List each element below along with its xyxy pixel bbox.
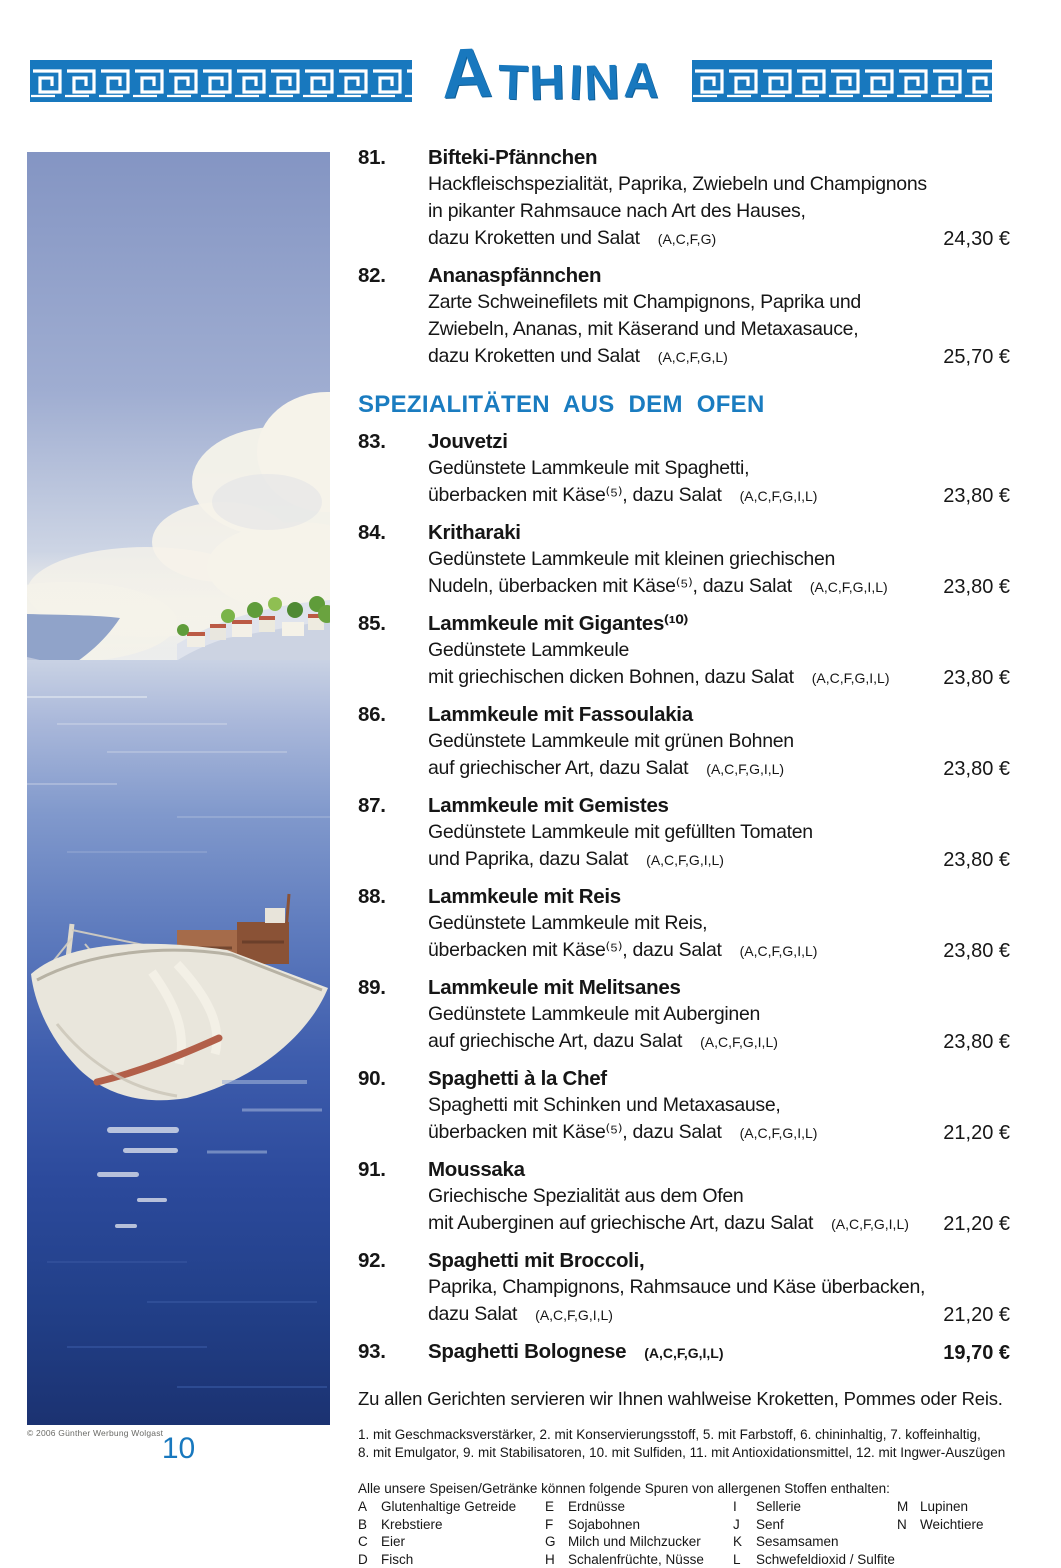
menu-item	[358, 1338, 1010, 1367]
item-body	[428, 610, 1010, 692]
allergen-label: Erdnüsse	[568, 1499, 625, 1514]
item-description-line: Zwiebeln, Ananas, mit Käserand und Metaxasauce,	[428, 316, 1010, 343]
restaurant-logo	[418, 30, 684, 108]
allergen-column	[358, 1498, 545, 1568]
menu-item	[358, 144, 1010, 253]
item-price: 23,80 €	[943, 847, 1010, 874]
allergen-entry	[358, 1551, 545, 1568]
greek-key-border-left	[30, 60, 412, 102]
item-price: 19,70 €	[943, 1340, 1010, 1367]
allergen-code: I	[733, 1498, 756, 1516]
allergen-codes: (A,C,F,G,L)	[658, 349, 728, 365]
item-description-line: Hackfleischspezialität, Paprika, Zwiebeln und Champignons	[428, 171, 1010, 198]
item-description-line: Gedünstete Lammkeule mit kleinen griechischen	[428, 546, 1010, 573]
allergen-codes: (A,C,F,G,I,L)	[740, 488, 818, 504]
allergen-entry	[545, 1533, 733, 1551]
item-description-line: überbacken mit Käse⁽⁵⁾, dazu Salat (A,C,F,G,I,L) 21,20 €	[428, 1119, 1010, 1147]
allergen-codes: (A,C,F,G,I,L)	[740, 1125, 818, 1141]
allergen-code: E	[545, 1498, 568, 1516]
allergen-code: G	[545, 1533, 568, 1551]
copyright-note: © 2006 Günther Werbung Wolgast	[27, 1428, 163, 1438]
seascape-painting	[27, 152, 330, 1425]
item-description-line: Gedünstete Lammkeule mit Spaghetti,	[428, 455, 1010, 482]
menu-column	[358, 144, 1010, 1568]
allergen-code: C	[358, 1533, 381, 1551]
item-title: Spaghetti Bolognese (A,C,F,G,I,L) 19,70 €	[428, 1338, 1010, 1367]
item-body	[428, 974, 1010, 1056]
allergen-label: Sesamsamen	[756, 1534, 839, 1549]
item-body	[428, 428, 1010, 510]
item-price: 25,70 €	[943, 344, 1010, 371]
item-title: Lammkeule mit Gemistes	[428, 792, 1010, 819]
item-number: 90.	[358, 1065, 428, 1147]
allergen-codes: (A,C,F,G,I,L)	[700, 1034, 778, 1050]
allergen-codes: (A,C,F,G)	[658, 231, 716, 247]
item-price: 23,80 €	[943, 483, 1010, 510]
allergen-codes: (A,C,F,G,I,L)	[740, 943, 818, 959]
item-body	[428, 519, 1010, 601]
item-title: Jouvetzi	[428, 428, 1010, 455]
allergen-entry	[897, 1498, 1010, 1516]
item-title: Ananaspfännchen	[428, 262, 1010, 289]
item-description-line: Gedünstete Lammkeule mit gefüllten Tomaten	[428, 819, 1010, 846]
item-price: 23,80 €	[943, 1029, 1010, 1056]
item-title: Spaghetti mit Broccoli,	[428, 1247, 1010, 1274]
page-number: 10	[27, 1432, 330, 1466]
allergen-label: Krebstiere	[381, 1517, 443, 1532]
item-number: 85.	[358, 610, 428, 692]
logo-letter: I	[568, 59, 584, 109]
allergen-intro: Alle unsere Speisen/Getränke können folgende Spuren von allergenen Stoffen enthalten:	[358, 1481, 1010, 1496]
allergen-code: A	[358, 1498, 381, 1516]
item-number: 88.	[358, 883, 428, 965]
item-number: 87.	[358, 792, 428, 874]
item-title: Lammkeule mit Melitsanes	[428, 974, 1010, 1001]
allergen-legend	[358, 1498, 1010, 1568]
allergen-code: N	[897, 1516, 920, 1534]
allergen-code: H	[545, 1551, 568, 1568]
allergen-column	[733, 1498, 897, 1568]
item-price: 23,80 €	[943, 756, 1010, 783]
item-description-line: auf griechische Art, dazu Salat (A,C,F,G,I,L) 23,80 €	[428, 1028, 1010, 1056]
allergen-column	[897, 1498, 1010, 1568]
item-price: 21,20 €	[943, 1211, 1010, 1238]
allergen-label: Sojabohnen	[568, 1517, 640, 1532]
allergen-entry	[733, 1498, 897, 1516]
item-description-line: Nudeln, überbacken mit Käse⁽⁵⁾, dazu Salat (A,C,F,G,I,L) 23,80 €	[428, 573, 1010, 601]
allergen-label: Eier	[381, 1534, 405, 1549]
item-number: 81.	[358, 144, 428, 253]
item-body	[428, 144, 1010, 253]
allergen-label: Senf	[756, 1517, 784, 1532]
allergen-code: F	[545, 1516, 568, 1534]
menu-item	[358, 792, 1010, 874]
menu-item	[358, 610, 1010, 692]
item-number: 84.	[358, 519, 428, 601]
item-description-line: mit griechischen dicken Bohnen, dazu Salat (A,C,F,G,I,L) 23,80 €	[428, 664, 1010, 692]
allergen-codes: (A,C,F,G,I,L)	[706, 761, 784, 777]
item-description-line: dazu Kroketten und Salat (A,C,F,G) 24,30 €	[428, 225, 1010, 253]
menu-item	[358, 883, 1010, 965]
allergen-label: Glutenhaltige Getreide	[381, 1499, 516, 1514]
allergen-entry	[358, 1498, 545, 1516]
item-body	[428, 262, 1010, 371]
item-body	[428, 1065, 1010, 1147]
item-description-line: Griechische Spezialität aus dem Ofen	[428, 1183, 1010, 1210]
logo-letter: H	[529, 59, 566, 109]
item-body	[428, 1156, 1010, 1238]
allergen-column	[545, 1498, 733, 1568]
item-description-line: überbacken mit Käse⁽⁵⁾, dazu Salat (A,C,F,G,I,L) 23,80 €	[428, 937, 1010, 965]
allergen-codes: (A,C,F,G,I,L)	[831, 1216, 909, 1232]
item-description-line: in pikanter Rahmsauce nach Art des Hauses,	[428, 198, 1010, 225]
logo-letter: A	[441, 37, 494, 109]
item-body	[428, 701, 1010, 783]
item-number: 93.	[358, 1338, 428, 1367]
allergen-entry	[358, 1516, 545, 1534]
allergen-entry	[545, 1498, 733, 1516]
footnote-line: 8. mit Emulgator, 9. mit Stabilisatoren, 10. mit Sulfiden, 11. mit Antioxidationsmittel, 12. mit Ingwer-Auszügen	[358, 1444, 1010, 1462]
allergen-codes: (A,C,F,G,I,L)	[535, 1307, 613, 1323]
menu-item	[358, 974, 1010, 1056]
allergen-entry	[545, 1516, 733, 1534]
logo-letter: T	[497, 59, 529, 109]
item-body	[428, 883, 1010, 965]
menu-item	[358, 1065, 1010, 1147]
item-description-line: Gedünstete Lammkeule mit Auberginen	[428, 1001, 1010, 1028]
item-description-line: auf griechischer Art, dazu Salat (A,C,F,G,I,L) 23,80 €	[428, 755, 1010, 783]
item-title: Lammkeule mit Fassoulakia	[428, 701, 1010, 728]
item-title: Lammkeule mit Gigantes⁽¹⁰⁾	[428, 610, 1010, 637]
item-number: 91.	[358, 1156, 428, 1238]
item-title: Spaghetti à la Chef	[428, 1065, 1010, 1092]
item-description-line: Spaghetti mit Schinken und Metaxasause,	[428, 1092, 1010, 1119]
item-title: Kritharaki	[428, 519, 1010, 546]
item-price: 24,30 €	[943, 226, 1010, 253]
item-price: 23,80 €	[943, 665, 1010, 692]
menu-item	[358, 1156, 1010, 1238]
footnote-line: 1. mit Geschmacksverstärker, 2. mit Konservierungsstoff, 5. mit Farbstoff, 6. chininhaltig, 7. koffeinhaltig,	[358, 1426, 1010, 1444]
item-number: 89.	[358, 974, 428, 1056]
allergen-label: Schwefeldioxid / Sulfite	[756, 1552, 895, 1567]
allergen-label: Lupinen	[920, 1499, 968, 1514]
item-body	[428, 1247, 1010, 1329]
allergen-label: Fisch	[381, 1552, 413, 1567]
item-title: Bifteki-Pfännchen	[428, 144, 1010, 171]
section-heading: SPEZIALITÄTEN AUS DEM OFEN	[358, 392, 1010, 418]
allergen-entry	[733, 1533, 897, 1551]
logo-letter: A	[623, 57, 660, 107]
allergen-code: M	[897, 1498, 920, 1516]
allergen-codes: (A,C,F,G,I,L)	[812, 670, 890, 686]
allergen-codes: (A,C,F,G,I,L)	[644, 1345, 723, 1361]
allergen-entry	[358, 1533, 545, 1551]
menu-item	[358, 428, 1010, 510]
item-price: 21,20 €	[943, 1302, 1010, 1329]
allergen-codes: (A,C,F,G,I,L)	[810, 579, 888, 595]
menu-items	[358, 144, 1010, 1367]
item-number: 86.	[358, 701, 428, 783]
item-description-line: Gedünstete Lammkeule mit Reis,	[428, 910, 1010, 937]
allergen-entry	[545, 1551, 733, 1568]
item-number: 82.	[358, 262, 428, 371]
item-description-line: Zarte Schweinefilets mit Champignons, Paprika und	[428, 289, 1010, 316]
item-description-line: Paprika, Champignons, Rahmsauce und Käse überbacken,	[428, 1274, 1010, 1301]
menu-item	[358, 519, 1010, 601]
allergen-code: J	[733, 1516, 756, 1534]
menu-item	[358, 1247, 1010, 1329]
allergen-code: B	[358, 1516, 381, 1534]
menu-item	[358, 262, 1010, 371]
item-description-line: mit Auberginen auf griechische Art, dazu Salat (A,C,F,G,I,L) 21,20 €	[428, 1210, 1010, 1238]
logo-letter: N	[583, 58, 620, 108]
allergen-entry	[733, 1551, 897, 1568]
allergen-entry	[897, 1516, 1010, 1534]
allergen-code: D	[358, 1551, 381, 1568]
allergen-label: Schalenfrüchte, Nüsse	[568, 1552, 704, 1567]
greek-key-border-right	[692, 60, 992, 102]
serve-note: Zu allen Gerichten servieren wir Ihnen wahlweise Kroketten, Pommes oder Reis.	[358, 1388, 1010, 1410]
footnotes	[358, 1426, 1010, 1462]
item-description-line: dazu Kroketten und Salat (A,C,F,G,L) 25,70 €	[428, 343, 1010, 371]
item-title: Moussaka	[428, 1156, 1010, 1183]
item-description-line: Gedünstete Lammkeule	[428, 637, 1010, 664]
allergen-entry	[733, 1516, 897, 1534]
item-description-line: überbacken mit Käse⁽⁵⁾, dazu Salat (A,C,F,G,I,L) 23,80 €	[428, 482, 1010, 510]
item-price: 21,20 €	[943, 1120, 1010, 1147]
item-number: 92.	[358, 1247, 428, 1329]
allergen-label: Weichtiere	[920, 1517, 984, 1532]
item-body	[428, 792, 1010, 874]
menu-item	[358, 701, 1010, 783]
item-number: 83.	[358, 428, 428, 510]
allergen-code: L	[733, 1551, 756, 1568]
item-description-line: und Paprika, dazu Salat (A,C,F,G,I,L) 23,80 €	[428, 846, 1010, 874]
item-title: Lammkeule mit Reis	[428, 883, 1010, 910]
allergen-code: K	[733, 1533, 756, 1551]
item-body	[428, 1338, 1010, 1367]
item-price: 23,80 €	[943, 574, 1010, 601]
allergen-label: Milch und Milchzucker	[568, 1534, 701, 1549]
allergen-codes: (A,C,F,G,I,L)	[646, 852, 724, 868]
item-description-line: dazu Salat (A,C,F,G,I,L) 21,20 €	[428, 1301, 1010, 1329]
item-price: 23,80 €	[943, 938, 1010, 965]
item-description-line: Gedünstete Lammkeule mit grünen Bohnen	[428, 728, 1010, 755]
allergen-label: Sellerie	[756, 1499, 801, 1514]
